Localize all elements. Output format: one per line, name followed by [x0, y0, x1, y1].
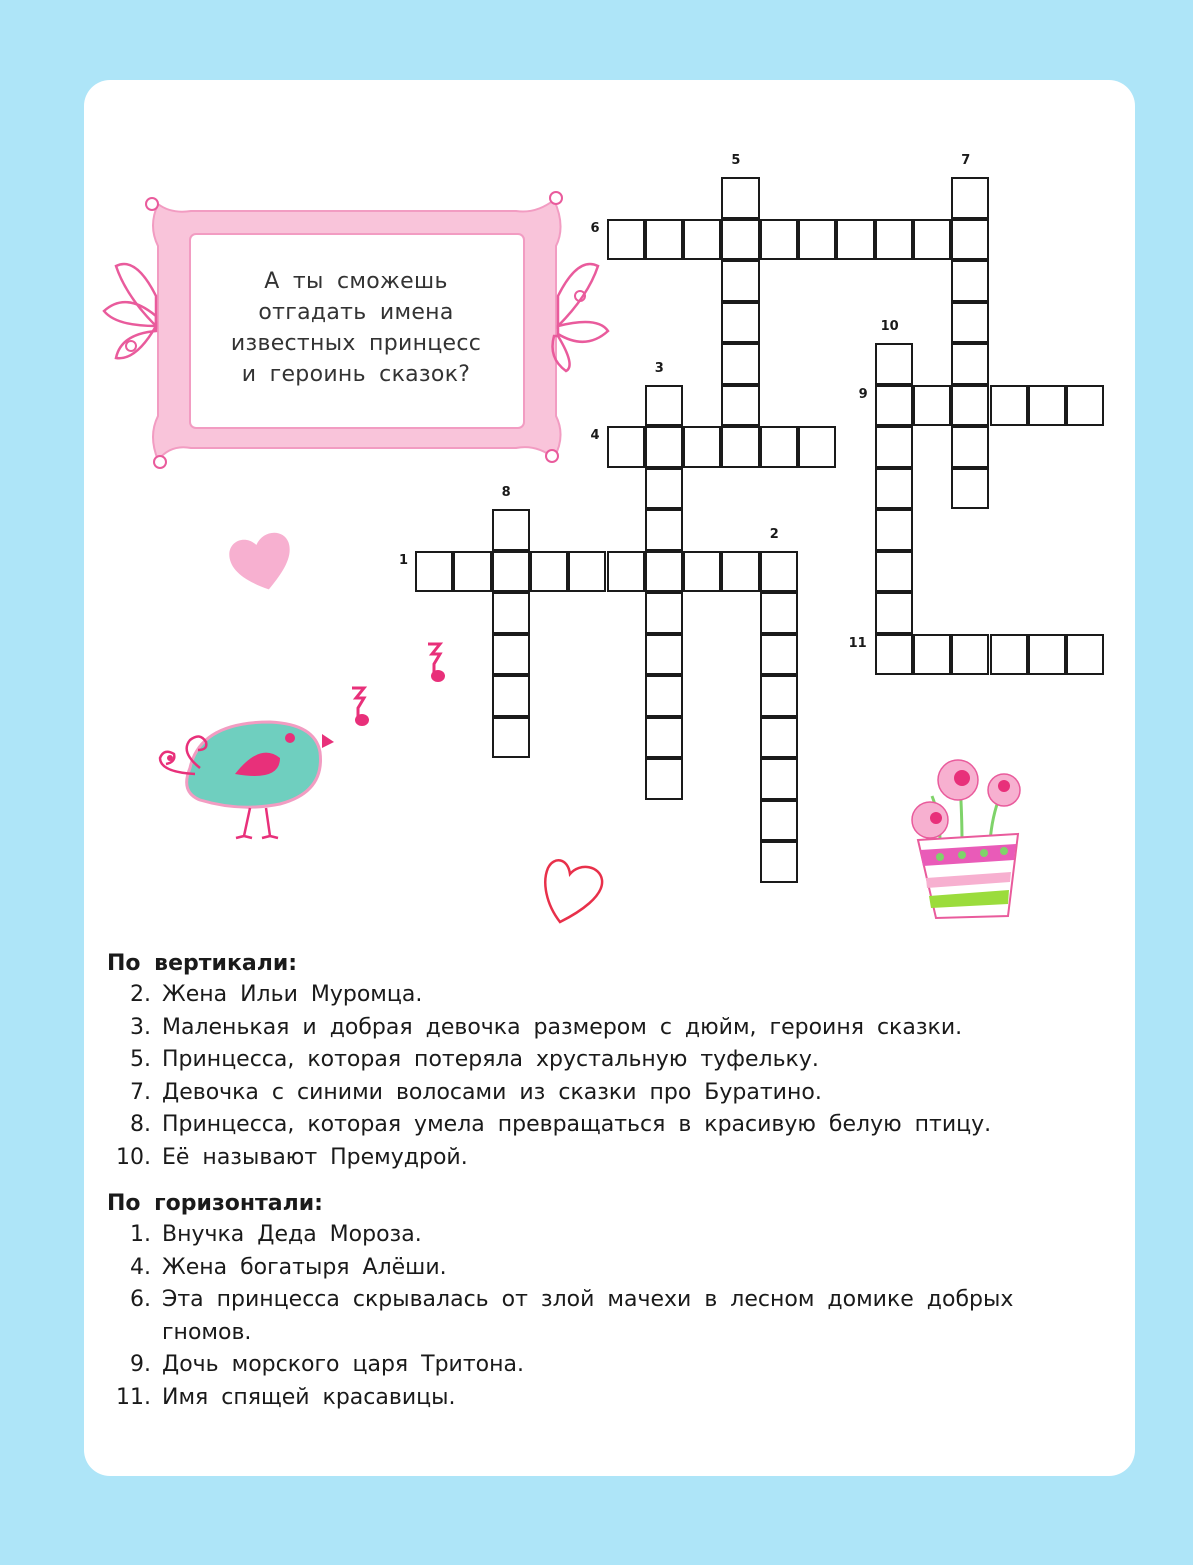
crossword-cell[interactable]: [951, 385, 989, 427]
crossword-clue-number: 5: [731, 153, 741, 168]
crossword-cell[interactable]: [645, 385, 683, 427]
crossword-cell[interactable]: [875, 219, 913, 261]
crossword-cell[interactable]: [492, 551, 530, 593]
clue-number: 1.: [130, 1222, 151, 1247]
crossword-cell[interactable]: [760, 675, 798, 717]
clue-number: 9.: [130, 1352, 151, 1377]
intro-line: отгадать имена: [258, 300, 454, 325]
bird-icon: [140, 712, 340, 842]
crossword-cell[interactable]: [913, 385, 951, 427]
clue-item: [107, 1109, 1117, 1142]
crossword-cell[interactable]: [760, 717, 798, 759]
clue-number: 6.: [130, 1287, 151, 1312]
crossword-cell[interactable]: [492, 634, 530, 676]
crossword-clue-number: 6: [590, 220, 600, 236]
crossword-cell[interactable]: [645, 551, 683, 593]
clue-number: 4.: [130, 1254, 151, 1280]
heart-outline-icon: [540, 852, 610, 928]
crossword-cell[interactable]: [607, 219, 645, 261]
clues-horizontal-heading: По горизонтали:: [107, 1191, 323, 1216]
crossword-cell[interactable]: [875, 509, 913, 551]
clues-vertical-heading: По вертикали:: [107, 951, 298, 976]
crossword-clue-number: 10: [880, 319, 899, 334]
clue-text: Её называют Премудрой.: [162, 1144, 468, 1170]
crossword-cell[interactable]: [875, 343, 913, 385]
crossword-cell[interactable]: [760, 800, 798, 842]
crossword-cell[interactable]: [760, 758, 798, 800]
crossword-cell[interactable]: [951, 343, 989, 385]
clue-number: 7.: [130, 1079, 151, 1105]
clue-number: 11.: [116, 1384, 151, 1410]
clue-text: Дочь морского царя Тритона.: [162, 1352, 524, 1377]
crossword-cell[interactable]: [721, 343, 759, 385]
crossword-cell[interactable]: [721, 260, 759, 302]
crossword-cell[interactable]: [951, 468, 989, 510]
intro-line: А ты сможешь: [264, 269, 448, 294]
clue-item: [107, 1044, 1117, 1077]
intro-line: и героинь сказок?: [241, 362, 471, 387]
crossword-clue-number: 1: [399, 552, 409, 568]
crossword-cell[interactable]: [760, 551, 798, 593]
crossword-cell[interactable]: [951, 177, 989, 219]
crossword-clue-number: 8: [501, 485, 511, 500]
crossword-cell[interactable]: [645, 758, 683, 800]
clue-item: [107, 1219, 1117, 1252]
heart-icon: [228, 530, 298, 594]
crossword-cell[interactable]: [990, 634, 1028, 676]
crossword-cell[interactable]: [645, 634, 683, 676]
crossword-cell[interactable]: [492, 717, 530, 759]
clues-vertical-list: [107, 979, 1117, 1174]
clue-text: Эта принцесса скрывалась от злой мачехи в лесном домике добрых гномов.: [162, 1287, 1014, 1345]
crossword-cell[interactable]: [1028, 385, 1066, 427]
crossword-cell[interactable]: [607, 426, 645, 468]
crossword-cell[interactable]: [721, 385, 759, 427]
crossword-cell[interactable]: [951, 634, 989, 676]
clue-text: Внучка Деда Мороза.: [162, 1222, 422, 1247]
crossword-cell[interactable]: [875, 426, 913, 468]
crossword-cell[interactable]: [760, 634, 798, 676]
crossword-cell[interactable]: [645, 426, 683, 468]
crossword-clue-number: 4: [590, 428, 600, 443]
clue-text: Девочка с синими волосами из сказки про Буратино.: [162, 1079, 822, 1105]
crossword-clue-number: 9: [858, 386, 868, 402]
crossword-cell[interactable]: [721, 426, 759, 468]
intro-line: известных принцесс: [230, 331, 482, 356]
crossword-cell[interactable]: [721, 302, 759, 344]
crossword-cell[interactable]: [683, 219, 721, 261]
flower-pot-icon: [900, 756, 1030, 924]
clue-item: [107, 979, 1117, 1012]
clue-item: [107, 1284, 1117, 1349]
crossword-clue-number: 7: [961, 153, 971, 168]
crossword-cell[interactable]: [875, 468, 913, 510]
crossword-cell[interactable]: [607, 551, 645, 593]
crossword-cell[interactable]: [760, 841, 798, 883]
crossword-cell[interactable]: [1066, 385, 1104, 427]
music-note-icon: [348, 684, 378, 730]
intro-text: [196, 266, 516, 390]
clue-number: 3.: [130, 1014, 151, 1040]
clue-text: Принцесса, которая потеряла хрустальную туфельку.: [162, 1047, 819, 1072]
crossword-cell[interactable]: [492, 675, 530, 717]
crossword-cell[interactable]: [913, 634, 951, 676]
crossword-clue-number: 11: [848, 635, 867, 651]
crossword-cell[interactable]: [492, 592, 530, 634]
clue-number: 10.: [116, 1144, 151, 1170]
crossword-cell[interactable]: [645, 592, 683, 634]
crossword-cell[interactable]: [568, 551, 606, 593]
crossword-cell[interactable]: [990, 385, 1028, 427]
clue-text: Жена Ильи Муромца.: [162, 982, 423, 1007]
crossword-cell[interactable]: [951, 260, 989, 302]
clue-number: 8.: [130, 1112, 151, 1137]
clue-item: [107, 1349, 1117, 1382]
clue-text: Принцесса, которая умела превращаться в красивую белую птицу.: [162, 1112, 992, 1137]
crossword-cell[interactable]: [492, 509, 530, 551]
crossword-clue-number: 3: [654, 360, 664, 376]
crossword-cell[interactable]: [645, 219, 683, 261]
crossword-cell[interactable]: [875, 385, 913, 427]
crossword-cell[interactable]: [721, 219, 759, 261]
crossword-cell[interactable]: [683, 426, 721, 468]
crossword-cell[interactable]: [645, 468, 683, 510]
crossword-cell[interactable]: [1028, 634, 1066, 676]
crossword-cell[interactable]: [721, 177, 759, 219]
crossword-cell[interactable]: [875, 551, 913, 593]
crossword-cell[interactable]: [760, 426, 798, 468]
crossword-cell[interactable]: [951, 426, 989, 468]
crossword-cell[interactable]: [415, 551, 453, 593]
clue-item: [107, 1382, 1117, 1415]
clue-item: [107, 1142, 1117, 1175]
crossword-cell[interactable]: [721, 551, 759, 593]
clue-text: Жена богатыря Алёши.: [162, 1254, 447, 1280]
clue-number: 5.: [130, 1047, 151, 1072]
crossword-cell[interactable]: [875, 592, 913, 634]
crossword-cell[interactable]: [760, 592, 798, 634]
crossword-cell[interactable]: [1066, 634, 1104, 676]
crossword-cell[interactable]: [645, 675, 683, 717]
crossword-cell[interactable]: [836, 219, 874, 261]
crossword-cell[interactable]: [645, 509, 683, 551]
crossword-cell[interactable]: [798, 219, 836, 261]
crossword-cell[interactable]: [645, 717, 683, 759]
music-note-icon: [424, 640, 454, 686]
crossword-cell[interactable]: [913, 219, 951, 261]
crossword-cell[interactable]: [683, 551, 721, 593]
clues-horizontal-list: [107, 1219, 1117, 1414]
crossword-cell[interactable]: [951, 302, 989, 344]
crossword-cell[interactable]: [453, 551, 491, 593]
clue-text: Маленькая и добрая девочка размером с дюйм, героиня сказки.: [162, 1014, 963, 1040]
clue-text: Имя спящей красавицы.: [162, 1384, 456, 1410]
crossword-cell[interactable]: [875, 634, 913, 676]
crossword-cell[interactable]: [760, 219, 798, 261]
clue-number: 2.: [130, 982, 151, 1007]
crossword-cell[interactable]: [951, 219, 989, 261]
crossword-clue-number: 2: [769, 526, 779, 542]
clues-section: [107, 948, 1117, 1428]
clue-item: [107, 1252, 1117, 1285]
clue-item: [107, 1012, 1117, 1045]
clue-item: [107, 1077, 1117, 1110]
crossword-cell[interactable]: [798, 426, 836, 468]
crossword-cell[interactable]: [530, 551, 568, 593]
